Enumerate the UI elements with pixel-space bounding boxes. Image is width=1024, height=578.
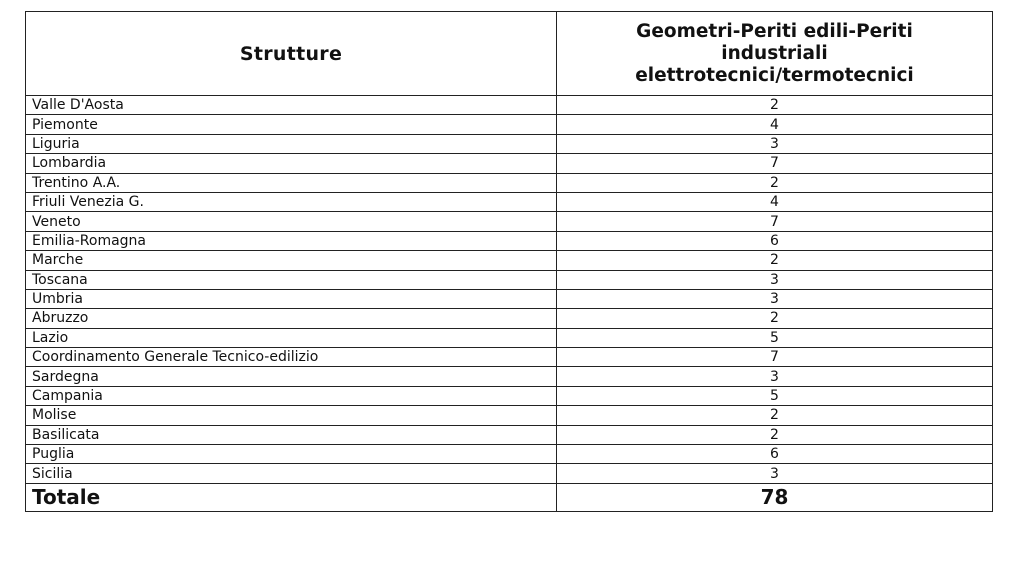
header-professionals-count [557, 12, 993, 96]
row-name: Umbria [26, 289, 557, 308]
table-row [26, 270, 993, 289]
table-row [26, 445, 993, 464]
row-value: 3 [557, 289, 993, 308]
header-line: industriali [721, 42, 828, 64]
row-name: Friuli Venezia G. [26, 192, 557, 211]
table-row [26, 425, 993, 444]
row-name: Sardegna [26, 367, 557, 386]
row-value: 2 [557, 96, 993, 115]
row-value: 4 [557, 192, 993, 211]
table-row [26, 134, 993, 153]
table-row [26, 154, 993, 173]
table-row [26, 96, 993, 115]
structures-table [25, 11, 993, 512]
row-value: 2 [557, 173, 993, 192]
row-value: 2 [557, 251, 993, 270]
table-row [26, 289, 993, 308]
header-line: Geometri-Periti edili-Periti [636, 20, 913, 42]
row-name: Liguria [26, 134, 557, 153]
row-name: Valle D'Aosta [26, 96, 557, 115]
header-line: elettrotecnici/termotecnici [635, 64, 914, 86]
total-label: Totale [26, 483, 557, 511]
row-name: Basilicata [26, 425, 557, 444]
table-row [26, 212, 993, 231]
row-value: 7 [557, 154, 993, 173]
table-row [26, 231, 993, 250]
row-name: Abruzzo [26, 309, 557, 328]
row-value: 4 [557, 115, 993, 134]
row-value: 3 [557, 367, 993, 386]
table-row [26, 406, 993, 425]
row-value: 6 [557, 445, 993, 464]
table-row [26, 464, 993, 483]
row-name: Coordinamento Generale Tecnico-edilizio [26, 348, 557, 367]
table-row [26, 386, 993, 405]
row-name: Campania [26, 386, 557, 405]
row-name: Piemonte [26, 115, 557, 134]
row-name: Trentino A.A. [26, 173, 557, 192]
row-name: Marche [26, 251, 557, 270]
table-header-row [26, 12, 993, 96]
row-name: Puglia [26, 445, 557, 464]
table-row [26, 328, 993, 347]
table-row [26, 115, 993, 134]
header-strutture: Strutture [26, 12, 557, 96]
row-name: Emilia-Romagna [26, 231, 557, 250]
row-value: 3 [557, 134, 993, 153]
row-value: 6 [557, 231, 993, 250]
row-value: 5 [557, 386, 993, 405]
row-value: 7 [557, 348, 993, 367]
row-value: 5 [557, 328, 993, 347]
row-value: 7 [557, 212, 993, 231]
row-name: Veneto [26, 212, 557, 231]
table-row [26, 367, 993, 386]
table-body [26, 96, 993, 512]
total-row [26, 483, 993, 511]
row-value: 3 [557, 270, 993, 289]
row-name: Lazio [26, 328, 557, 347]
total-value: 78 [557, 483, 993, 511]
table-row [26, 251, 993, 270]
row-name: Molise [26, 406, 557, 425]
row-name: Sicilia [26, 464, 557, 483]
row-name: Lombardia [26, 154, 557, 173]
table-row [26, 192, 993, 211]
row-name: Toscana [26, 270, 557, 289]
row-value: 2 [557, 309, 993, 328]
table-row [26, 173, 993, 192]
row-value: 2 [557, 425, 993, 444]
table-row [26, 309, 993, 328]
row-value: 3 [557, 464, 993, 483]
row-value: 2 [557, 406, 993, 425]
table-row [26, 348, 993, 367]
